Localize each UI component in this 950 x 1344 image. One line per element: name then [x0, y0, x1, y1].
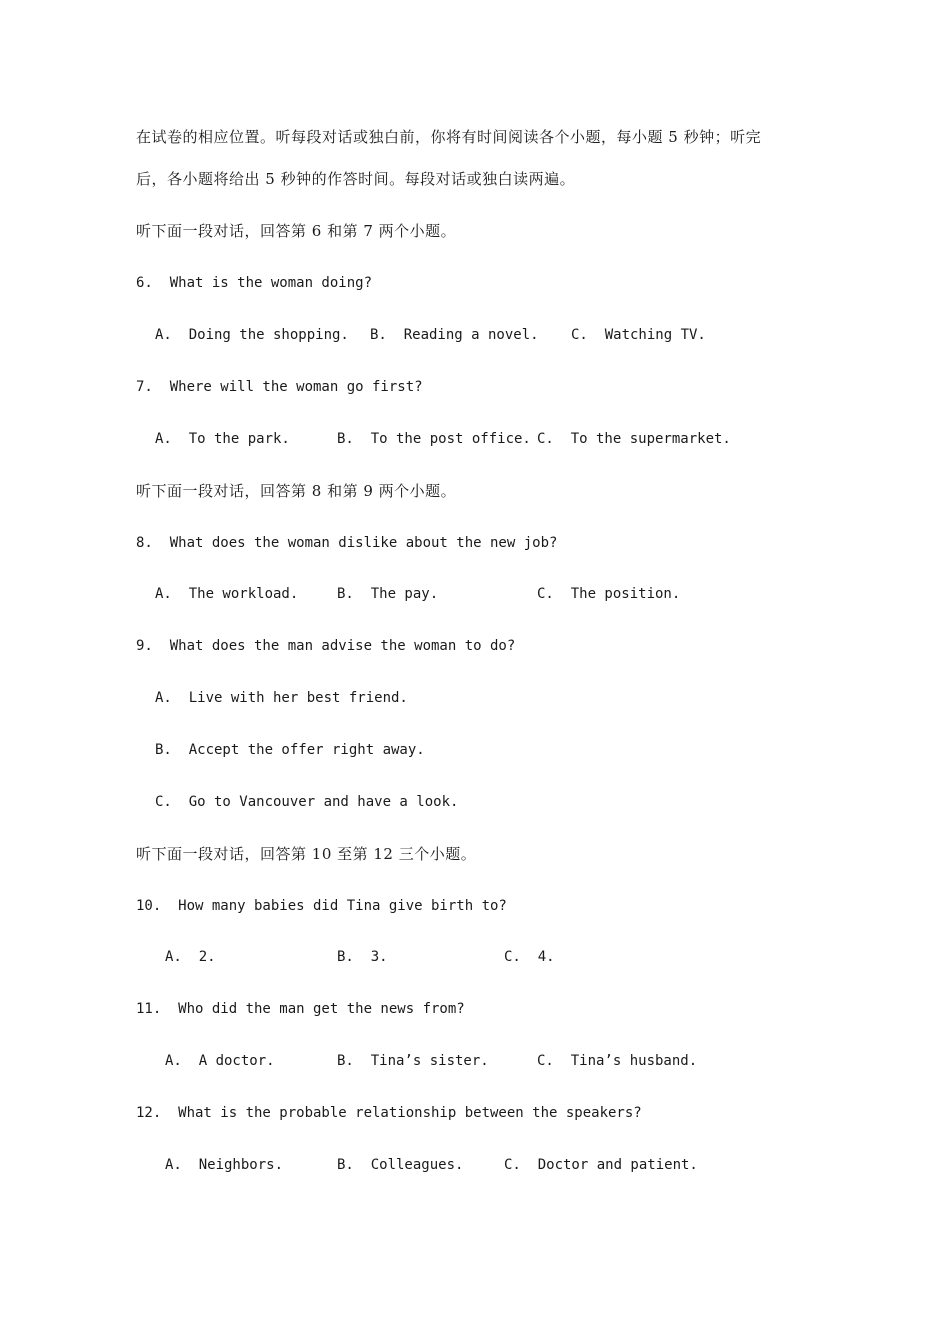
option-b: B. Colleagues. [337, 1157, 464, 1173]
options-row-q7 [0, 428, 950, 450]
option-a: A. A doctor. [165, 1053, 275, 1069]
section-header: 听下面一段对话，回答第 10 至第 12 三个小题。 [136, 845, 477, 863]
option-c: C. The position. [537, 586, 681, 602]
options-row-q6 [0, 324, 950, 346]
option-b: B. 3. [337, 949, 388, 965]
instructions-line-1: 在试卷的相应位置。听每段对话或独白前，你将有时间阅读各个小题，每小题 5 秒钟；听完 [136, 128, 762, 146]
question-11: 11. Who did the man get the news from? [136, 1001, 465, 1017]
option-b: B. To the post office. [337, 431, 531, 447]
option-c: C. Go to Vancouver and have a look. [155, 794, 459, 810]
option-a: A. Neighbors. [165, 1157, 284, 1173]
options-row-q11 [0, 1050, 950, 1072]
option-b: B. Tina’s sister. [337, 1053, 489, 1069]
option-a: A. 2. [165, 949, 216, 965]
option-a: A. The workload. [155, 586, 299, 602]
option-c: C. Tina’s husband. [537, 1053, 698, 1069]
section-header: 听下面一段对话，回答第 8 和第 9 两个小题。 [136, 482, 457, 500]
option-c: C. Watching TV. [571, 327, 706, 343]
section-header: 听下面一段对话，回答第 6 和第 7 两个小题。 [136, 222, 457, 240]
option-a: A. Doing the shopping. [155, 327, 349, 343]
option-b: B. Accept the offer right away. [155, 742, 425, 758]
question-10: 10. How many babies did Tina give birth to? [136, 898, 507, 914]
question-7: 7. Where will the woman go first? [136, 379, 423, 395]
question-12: 12. What is the probable relationship between the speakers? [136, 1105, 642, 1121]
question-6: 6. What is the woman doing? [136, 275, 373, 291]
instructions-line-2: 后，各小题将给出 5 秒钟的作答时间。每段对话或独白读两遍。 [136, 170, 576, 188]
option-c: C. Doctor and patient. [504, 1157, 698, 1173]
question-8: 8. What does the woman dislike about the new job? [136, 535, 558, 551]
options-row-q8 [0, 583, 950, 605]
option-b: B. Reading a novel. [370, 327, 539, 343]
option-a: A. To the park. [155, 431, 290, 447]
option-b: B. The pay. [337, 586, 439, 602]
option-c: C. To the supermarket. [537, 431, 731, 447]
option-c: C. 4. [504, 949, 555, 965]
option-a: A. Live with her best friend. [155, 690, 408, 706]
question-9: 9. What does the man advise the woman to do? [136, 638, 516, 654]
options-row-q12 [0, 1154, 950, 1176]
options-row-q10 [0, 946, 950, 968]
